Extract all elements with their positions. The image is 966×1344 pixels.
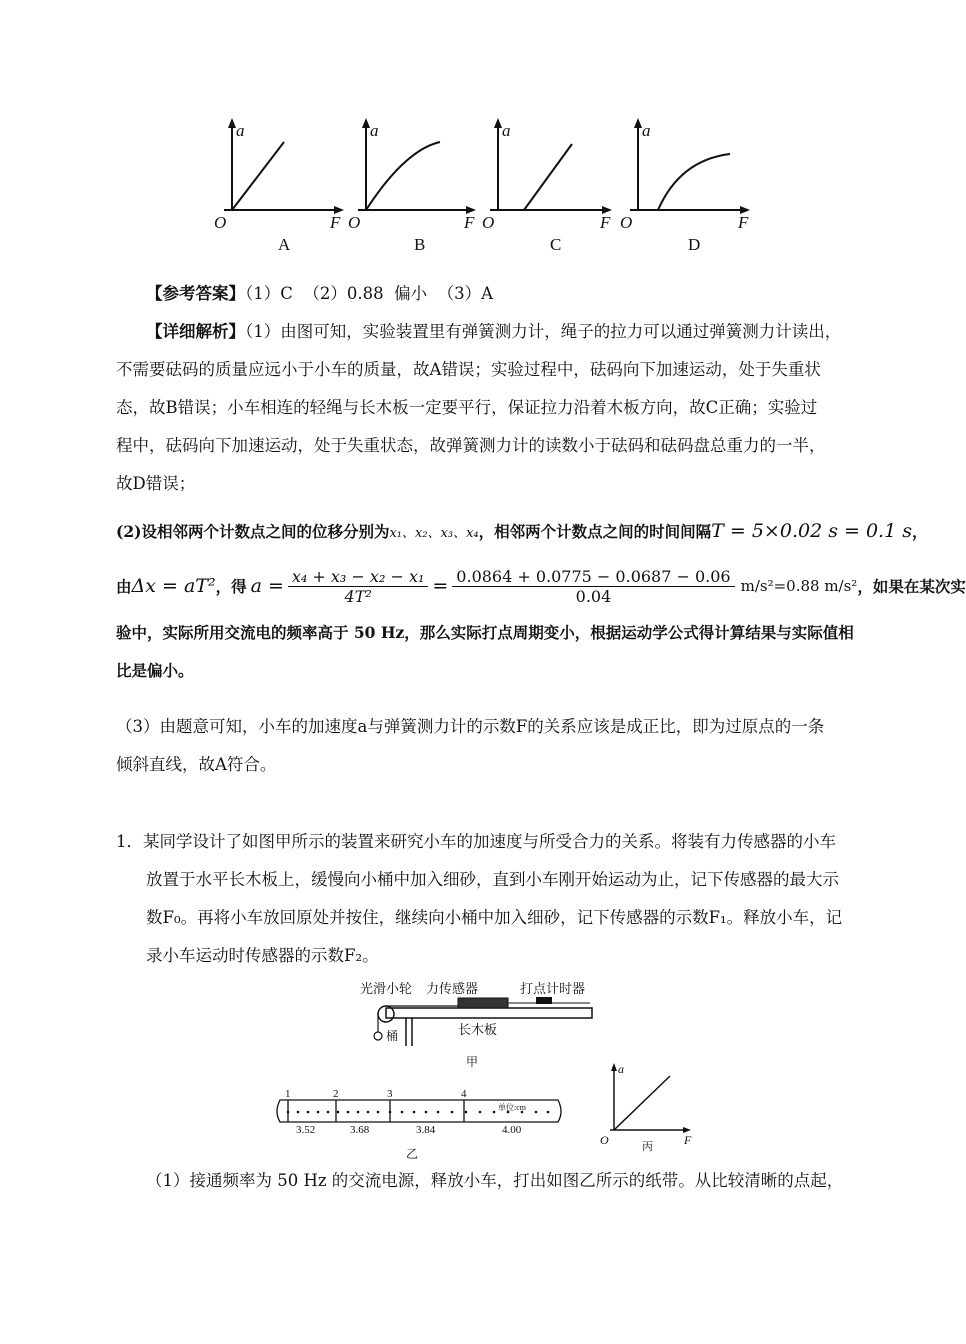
explanation-line-3: 态，故B错误；小车相连的轻绳与长木板一定要平行，保证拉力沿着木板方向，故C正确；实验过: [116, 398, 818, 417]
graph-c-f-label: F: [600, 213, 611, 232]
bucket-icon: [374, 1032, 382, 1040]
acceleration-result: m/s²=0.88 m/s²: [740, 577, 858, 595]
part3-line-1: （3）由题意可知，小车的加速度a与弹簧测力计的示数F的关系应该是成正比，即为过原点的一条: [116, 717, 825, 736]
tape-unit-label: 单位:cm: [498, 1103, 526, 1112]
timer-label: 打点计时器: [520, 981, 586, 996]
delta-x-formula: Δx = aT²: [131, 575, 216, 597]
part2-line-3: 验中，实际所用交流电的频率高于 50 Hz，那么实际打点周期变小，根据运动学公式得计算结果与实际值相: [116, 623, 854, 642]
fraction-numeric: 0.0864 + 0.0775 − 0.0687 − 0.06 0.04: [452, 567, 734, 606]
sub-question-1: （1）接通频率为 50 Hz 的交流电源，释放小车，打出如图乙所示的纸带。从比较清晰的点起，: [146, 1171, 844, 1190]
part2-line-2: 由 Δx = aT² ，得 a = x₄ + x₃ − x₂ − x₁ 4T² = 0.0864 + 0.0775 − 0.0687 − 0.06 0.04 m/s²=0.88 m/s² ，如果在某次实: [116, 566, 966, 606]
graph-d-caption: D: [688, 235, 701, 254]
displacement-vars: x₁、x₂、x₃、x₄: [389, 526, 479, 541]
answer-text: （1）C （2）0.88 偏小 （3）A: [245, 284, 493, 303]
part2-line-4: 比是偏小。: [116, 661, 194, 680]
explanation-label: 【详细解析】: [146, 322, 245, 341]
answer-label: 【参考答案】: [146, 284, 245, 303]
graph-a-caption: A: [278, 235, 291, 254]
graph-a-o-label: O: [214, 213, 227, 232]
question-line-3: 数F₀。再将小车放回原处并按住，继续向小桶中加入细砂，记下传感器的示数F₁。释放小车，记: [146, 908, 843, 927]
graph-d-curve: [658, 154, 730, 210]
explanation-line-4: 程中，砝码向下加速运动，处于失重状态，故弹簧测力计的读数小于砝码和砝码盘总重力的一半，: [116, 436, 826, 455]
graph-c-caption: C: [550, 235, 562, 254]
board-label: 长木板: [458, 1022, 498, 1037]
graph-c-line: [524, 144, 572, 210]
graph-c-a-label: a: [502, 121, 511, 140]
explanation-line-5: 故D错误；: [116, 474, 196, 493]
graph-b-a-label: a: [370, 121, 379, 140]
graph-b-curve: [366, 142, 440, 210]
tape-mark-2: 2: [333, 1088, 339, 1100]
sensor-label: 力传感器: [426, 981, 479, 996]
graph-b-o-label: O: [348, 213, 361, 232]
graph-bing-caption: 丙: [642, 1141, 653, 1153]
question-line-2: 放置于水平长木板上，缓慢向小桶中加入细砂，直到小车刚开始运动为止，记下传感器的最大示: [146, 870, 839, 889]
graph-a-f-label: F: [330, 213, 341, 232]
paper-tape-figure: [272, 1086, 568, 1166]
question-line-4: 录小车运动时传感器的示数F₂。: [146, 946, 379, 965]
graph-a-a-label: a: [236, 121, 245, 140]
tape-distance-4: 4.00: [502, 1124, 522, 1136]
timer-icon: [536, 997, 552, 1004]
part2-line-1: (2)设相邻两个计数点之间的位移分别为x₁、x₂、x₃、x₄，相邻两个计数点之间的时间间隔T = 5×0.02 s = 0.1 s，: [116, 520, 928, 542]
graph-d-a-label: a: [642, 121, 651, 140]
tape-distance-2: 3.68: [350, 1124, 370, 1136]
graph-bing-f-label: F: [684, 1133, 692, 1147]
graph-c-o-label: O: [482, 213, 495, 232]
graph-bing-a-label: a: [618, 1062, 624, 1076]
reference-answer: [146, 283, 493, 305]
graph-bing-figure: [596, 1060, 706, 1160]
fraction-symbolic: x₄ + x₃ − x₂ − x₁ 4T²: [288, 567, 428, 606]
graph-b-caption: B: [414, 235, 426, 254]
cart-with-sensor: [458, 998, 508, 1008]
tape-mark-1: 1: [285, 1088, 291, 1100]
graph-b-f-label: F: [464, 213, 475, 232]
bucket-label: 桶: [386, 1029, 399, 1043]
apparatus-caption: 甲: [466, 1055, 479, 1069]
pulley-label: 光滑小轮: [360, 981, 413, 996]
tape-distance-3: 3.84: [416, 1124, 436, 1136]
graph-d-f-label: F: [738, 213, 749, 232]
tape-caption: 乙: [406, 1147, 419, 1161]
graph-bing-line: [614, 1076, 670, 1130]
apparatus-figure: [360, 981, 600, 1084]
tape-mark-4: 4: [461, 1088, 467, 1100]
question-number: 1．: [116, 832, 143, 851]
tape-mark-3: 3: [387, 1088, 393, 1100]
long-board: [386, 1008, 592, 1018]
af-graphs-figure: [200, 110, 770, 260]
part3-line-2: 倾斜直线，故A符合。: [116, 755, 277, 774]
explanation-line-2: 不需要砝码的质量应远小于小车的质量，故A错误；实验过程中，砝码向下加速运动，处于失重状: [116, 360, 821, 379]
tape-distance-1: 3.52: [296, 1124, 316, 1136]
time-interval-formula: T = 5×0.02 s = 0.1 s: [711, 520, 912, 542]
graph-d-o-label: O: [620, 213, 633, 232]
question-line-1: 1．某同学设计了如图甲所示的装置来研究小车的加速度与所受合力的关系。将装有力传感器的小车: [116, 832, 836, 851]
graph-a-line: [232, 142, 284, 210]
explanation-line-1: 【详细解析】（1）由图可知，实验装置里有弹簧测力计，绳子的拉力可以通过弹簧测力计读出，: [146, 322, 842, 341]
graph-bing-o-label: O: [600, 1133, 609, 1147]
